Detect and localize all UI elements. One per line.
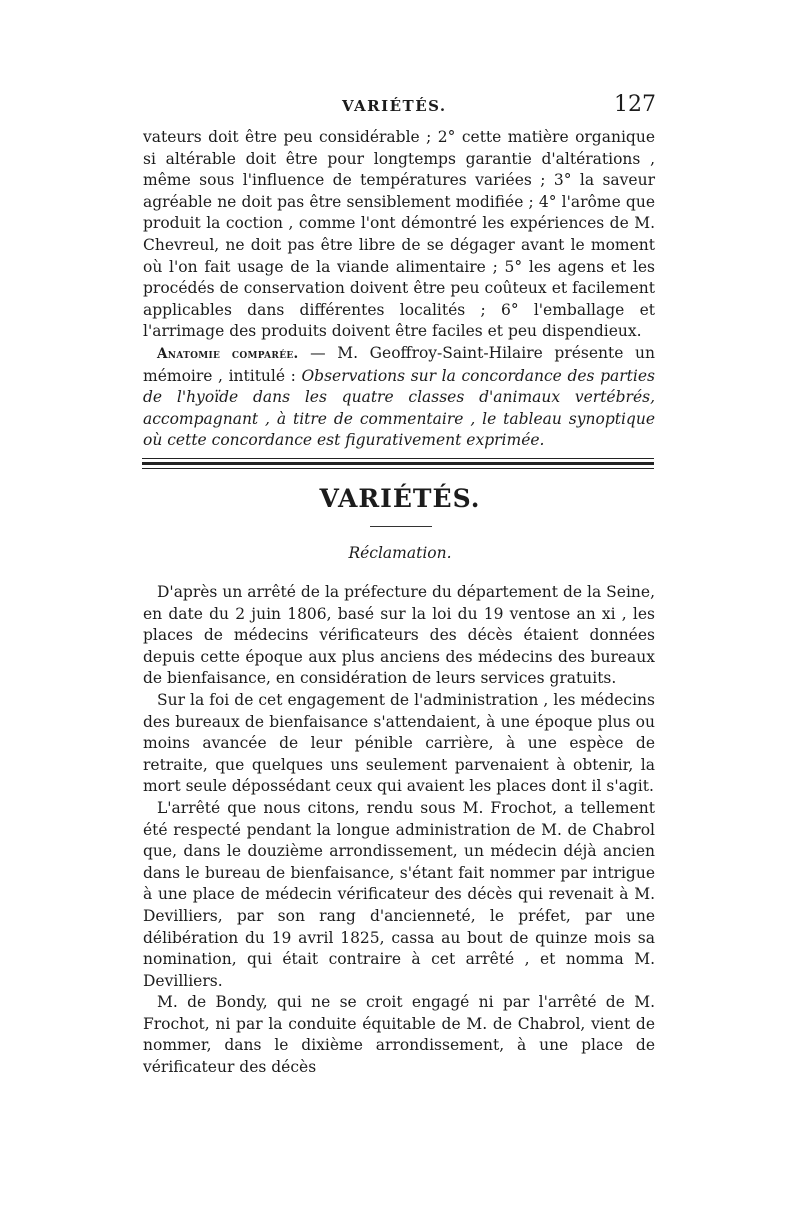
- section-title: VARIÉTÉS.: [319, 484, 481, 513]
- body-paragraph: M. de Bondy, qui ne se croit engagé ni par l'arrêté de M. Frochot, ni par la conduite équitable de M. de Chabrol, vient de nommer, dans le dixième arrondissement, à une place de vérificateur des décès: [143, 993, 655, 1077]
- section-divider-thin-bottom: [142, 468, 654, 469]
- continued-text-block: [143, 127, 655, 452]
- body-paragraph: D'après un arrêté de la préfecture du département de la Seine, en date du 2 juin 1806, basé sur la loi du 19 ventose an xi , les places de médecins vérificateurs des décès étaient données depuis cette époque aux plus anciens des médecins des bureaux de bienfaisance, en considération de leurs services gratuits.: [143, 583, 655, 688]
- section-divider-thick: [142, 462, 654, 465]
- anatomy-memoir-title: Observations sur la concordance des parties de l'hyoïde dans les quatre classes d'animaux vertébrés, accompagnant , à titre de commentaire , le tableau synoptique où cette concordance est figurativement exprimée.: [143, 366, 655, 450]
- continued-paragraph: vateurs doit être peu considérable ; 2° cette matière organique si altérable doit être pour longtemps garantie d'altérations , même sous l'influence de températures variées ; 3° la saveur agréable ne doit pas être sensiblement modifiée ; 4° l'arôme que produit la coction , comme l'ont démontré les expériences de M. Chevreul, ne doit pas être libre de se dégager avant le moment où l'on fait usage de la viande alimentaire ; 5° les agens et les procédés de conservation doivent être peu coûteux et facilement applicables dans différentes localités ; 6° l'emballage et l'arrimage des produits doivent être faciles et peu dispendieux.: [143, 128, 655, 341]
- section-subtitle: Réclamation.: [348, 544, 452, 562]
- page-number: 127: [614, 92, 656, 117]
- anatomy-intro: — M. Geoffroy-Saint-Hilaire présente un mémoire , intitulé :: [143, 343, 655, 385]
- anatomy-label: Anatomie comparée.: [157, 345, 299, 362]
- reclamation-text-block: [143, 582, 655, 1079]
- section-divider-thin-top: [142, 458, 654, 459]
- body-paragraph: Sur la foi de cet engagement de l'administration , les médecins des bureaux de bienfaisance s'attendaient, à une époque plus ou moins avancée de leur pénible carrière, à une espèce de retraite, que quelques uns seulement parvenaient à obtenir, la mort seule dépossédant ceux qui avaient les places dont il s'agit.: [143, 690, 655, 796]
- title-underline: [370, 526, 432, 527]
- body-paragraph: L'arrêté que nous citons, rendu sous M. Frochot, a tellement été respecté pendant la longue administration de M. de Chabrol que, dans le douzième arrondissement, un médecin déjà ancien dans le bureau de bienfaisance, s'étant fait nommer par intrigue à une place de médecin vérificateur des décès qui revenait à M. Devilliers, par son rang d'ancienneté, le préfet, par une délibération du 19 avril 1825, cassa au bout de quinze mois sa nomination, qui était contraire à cet arrêté , et nomma M. Devilliers.: [143, 798, 655, 990]
- running-title: VARIÉTÉS.: [342, 97, 447, 115]
- anatomy-paragraph: [143, 343, 655, 452]
